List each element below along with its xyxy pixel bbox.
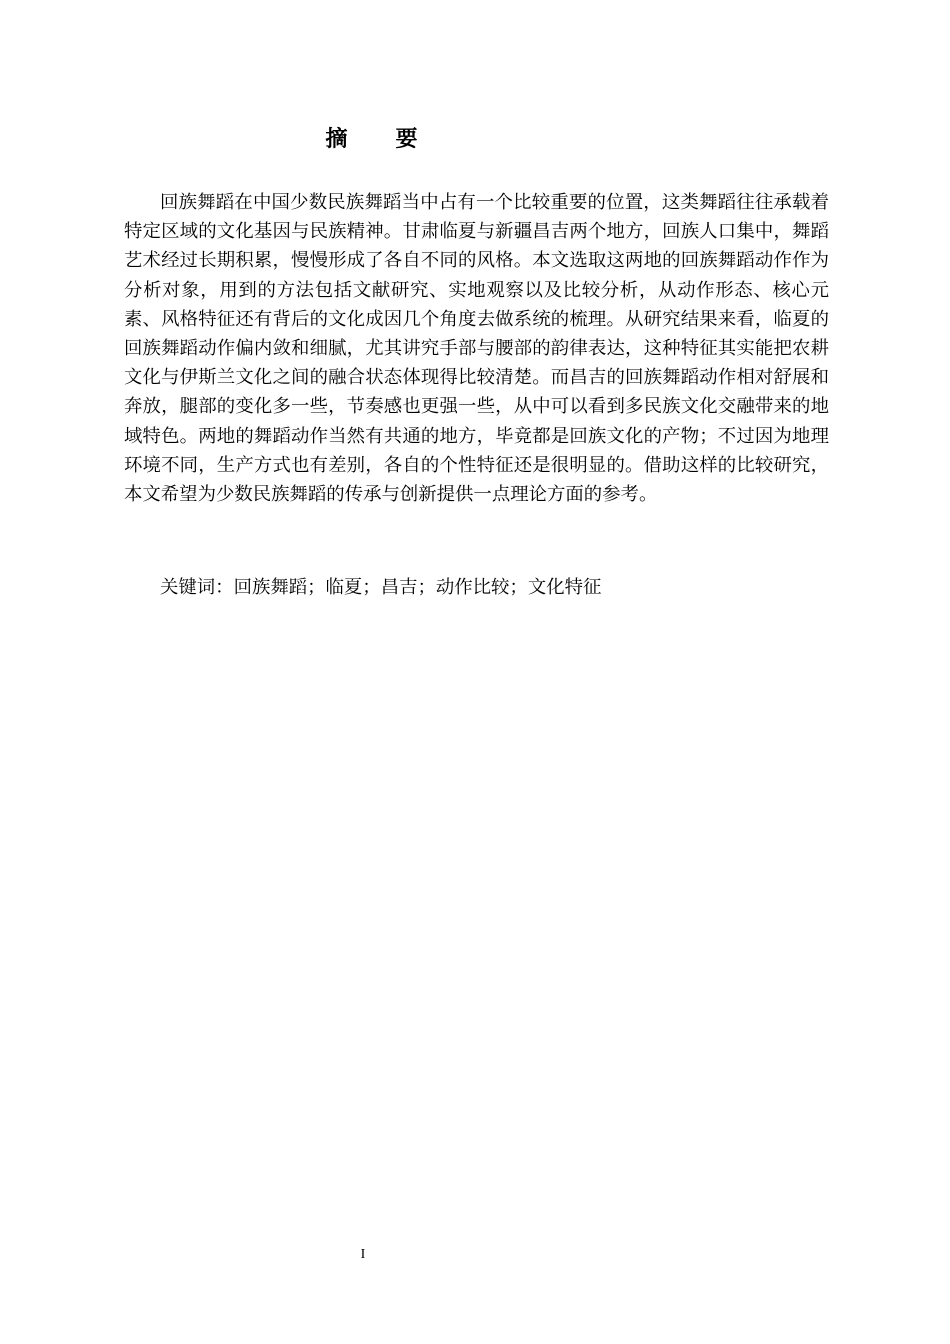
keywords-line: 关键词：回族舞蹈；临夏；昌吉；动作比较；文化特征: [160, 577, 602, 598]
abstract-body: 回族舞蹈在中国少数民族舞蹈当中占有一个比较重要的位置，这类舞蹈往往承载着特定区域的文化基因与民族精神。甘肃临夏与新疆昌吉两个地方，回族人口集中，舞蹈艺术经过长期积累，慢慢形成了各自不同的风格。本文选取这两地的回族舞蹈动作作为分析对象，用到的方法包括文献研究、实地观察以及比较分析，从动作形态、核心元素、风格特征还有背后的文化成因几个角度去做系统的梳理。从研究结果来看，临夏的回族舞蹈动作偏内敛和细腻，尤其讲究手部与腰部的韵律表达，这种特征其实能把农耕文化与伊斯兰文化之间的融合状态体现得比较清楚。而昌吉的回族舞蹈动作相对舒展和奔放，腿部的变化多一些，节奏感也更强一些，从中可以看到多民族文化交融带来的地域特色。两地的舞蹈动作当然有共通的地方，毕竟都是回族文化的产物；不过因为地理环境不同，生产方式也有差别，各自的个性特征还是很明显的。借助这样的比较研究，本文希望为少数民族舞蹈的传承与创新提供一点理论方面的参考。: [124, 192, 829, 506]
title-char-1: 摘: [325, 127, 350, 152]
page-number: I: [360, 1247, 366, 1262]
page-title: [0, 124, 745, 156]
title-char-2: 要: [395, 127, 420, 152]
